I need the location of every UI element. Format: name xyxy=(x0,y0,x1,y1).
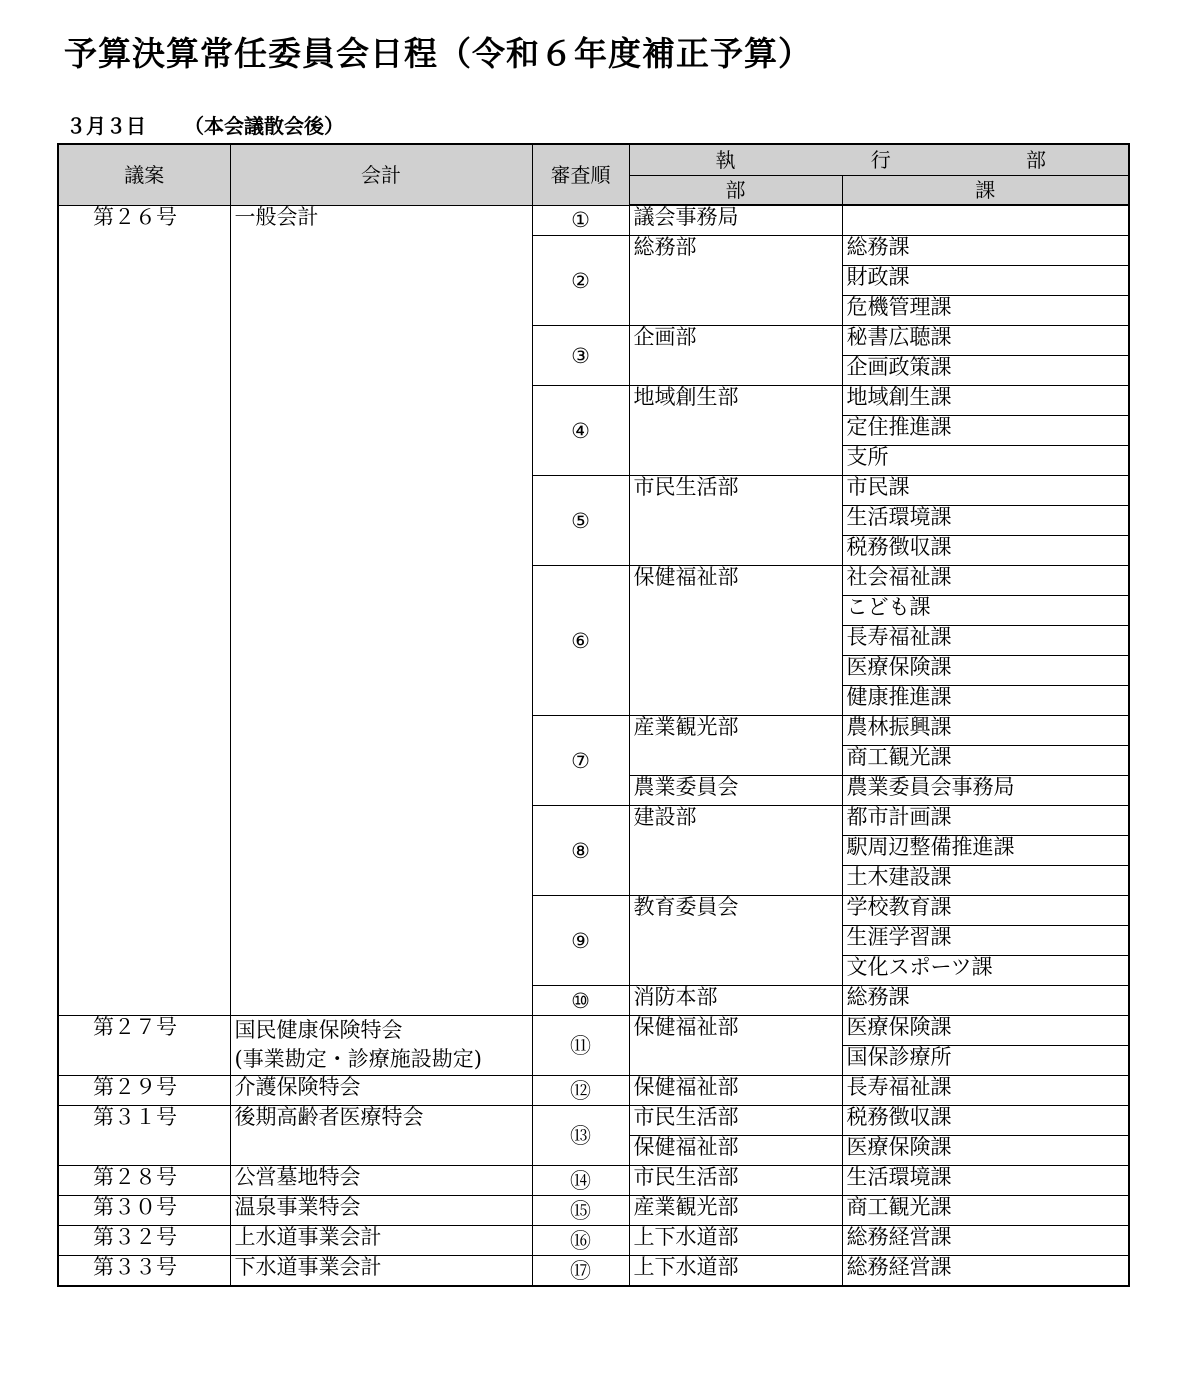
section-name: 生活環境課 xyxy=(842,1166,1129,1196)
dept-name: 保健福祉部 xyxy=(629,1136,842,1166)
dept-name: 農業委員会 xyxy=(629,776,842,806)
meeting-date: ３月３日 xyxy=(66,114,146,138)
header-dept: 部 xyxy=(629,176,842,206)
account-name-line2: (事業勘定・診療施設勘定) xyxy=(234,1047,482,1071)
account-name: 上水道事業会計 xyxy=(230,1226,532,1256)
table-row xyxy=(58,205,1129,236)
header-account: 会計 xyxy=(230,144,532,205)
dept-name: 産業観光部 xyxy=(629,716,842,776)
account-name-line1: 国民健康保険特会 xyxy=(234,1018,403,1042)
section-name: こども課 xyxy=(842,596,1129,626)
section-name: 地域創生課 xyxy=(842,386,1129,416)
section-name: 医療保険課 xyxy=(842,1016,1129,1046)
dept-name: 上下水道部 xyxy=(629,1256,842,1287)
review-order: ⑭ xyxy=(532,1166,629,1196)
header-bill: 議案 xyxy=(58,144,230,205)
bill-number: 第３３号 xyxy=(58,1256,230,1287)
dept-name: 市民生活部 xyxy=(629,476,842,566)
section-name: 秘書広聴課 xyxy=(842,326,1129,356)
review-order: ③ xyxy=(532,326,629,386)
review-order: ② xyxy=(532,236,629,326)
section-name xyxy=(842,205,1129,236)
header-section: 課 xyxy=(842,176,1129,206)
section-name: 土木建設課 xyxy=(842,866,1129,896)
account-name: 温泉事業特会 xyxy=(230,1196,532,1226)
table-row xyxy=(58,1256,1129,1287)
section-name: 税務徴収課 xyxy=(842,536,1129,566)
section-name: 学校教育課 xyxy=(842,896,1129,926)
section-name: 企画政策課 xyxy=(842,356,1129,386)
section-name: 長寿福祉課 xyxy=(842,1076,1129,1106)
section-name: 生活環境課 xyxy=(842,506,1129,536)
review-order: ⑧ xyxy=(532,806,629,896)
review-order: ⑬ xyxy=(532,1106,629,1166)
account-name xyxy=(230,1016,532,1076)
account-name: 下水道事業会計 xyxy=(230,1256,532,1287)
bill-number: 第３２号 xyxy=(58,1226,230,1256)
dept-name: 市民生活部 xyxy=(629,1106,842,1136)
review-order: ④ xyxy=(532,386,629,476)
bill-number: 第３０号 xyxy=(58,1196,230,1226)
bill-number: 第３１号 xyxy=(58,1106,230,1166)
section-name: 商工観光課 xyxy=(842,746,1129,776)
section-name: 国保診療所 xyxy=(842,1046,1129,1076)
account-name: 後期高齢者医療特会 xyxy=(230,1106,532,1166)
account-name: 一般会計 xyxy=(230,205,532,1016)
section-name: 定住推進課 xyxy=(842,416,1129,446)
header-exec-char: 行 xyxy=(870,148,891,172)
bill-number: 第２９号 xyxy=(58,1076,230,1106)
review-order: ⑤ xyxy=(532,476,629,566)
dept-name: 上下水道部 xyxy=(629,1226,842,1256)
section-name: 税務徴収課 xyxy=(842,1106,1129,1136)
account-name: 介護保険特会 xyxy=(230,1076,532,1106)
table-row xyxy=(58,1076,1129,1106)
section-name: 総務経営課 xyxy=(842,1226,1129,1256)
schedule-table xyxy=(57,143,1130,1287)
section-name: 医療保険課 xyxy=(842,656,1129,686)
review-order: ① xyxy=(532,205,629,236)
section-name: 駅周辺整備推進課 xyxy=(842,836,1129,866)
dept-name: 地域創生部 xyxy=(629,386,842,476)
dept-name: 教育委員会 xyxy=(629,896,842,986)
dept-name: 市民生活部 xyxy=(629,1166,842,1196)
dept-name: 産業観光部 xyxy=(629,1196,842,1226)
dept-name: 保健福祉部 xyxy=(629,1016,842,1076)
section-name: 長寿福祉課 xyxy=(842,626,1129,656)
review-order: ⑫ xyxy=(532,1076,629,1106)
review-order: ⑰ xyxy=(532,1256,629,1287)
section-name: 市民課 xyxy=(842,476,1129,506)
header-order: 審査順 xyxy=(532,144,629,205)
section-name: 総務課 xyxy=(842,236,1129,266)
section-name: 医療保険課 xyxy=(842,1136,1129,1166)
dept-name: 保健福祉部 xyxy=(629,1076,842,1106)
dept-name: 企画部 xyxy=(629,326,842,386)
table-row xyxy=(58,1226,1129,1256)
bill-number: 第２８号 xyxy=(58,1166,230,1196)
bill-number: 第２６号 xyxy=(58,205,230,1016)
dept-name: 議会事務局 xyxy=(629,205,842,236)
review-order: ⑮ xyxy=(532,1196,629,1226)
page-title: 予算決算常任委員会日程（令和６年度補正予算） xyxy=(64,34,812,73)
dept-name: 建設部 xyxy=(629,806,842,896)
dept-name: 消防本部 xyxy=(629,986,842,1016)
header-exec-char: 部 xyxy=(1026,148,1046,172)
section-name: 都市計画課 xyxy=(842,806,1129,836)
section-name: 危機管理課 xyxy=(842,296,1129,326)
header-exec-char: 執 xyxy=(715,148,736,172)
header-executive xyxy=(629,144,1129,176)
section-name: 総務経営課 xyxy=(842,1256,1129,1287)
section-name: 総務課 xyxy=(842,986,1129,1016)
section-name: 生涯学習課 xyxy=(842,926,1129,956)
review-order: ⑨ xyxy=(532,896,629,986)
section-name: 健康推進課 xyxy=(842,686,1129,716)
account-name: 公営墓地特会 xyxy=(230,1166,532,1196)
section-name: 農業委員会事務局 xyxy=(842,776,1129,806)
review-order: ⑪ xyxy=(532,1016,629,1076)
review-order: ⑯ xyxy=(532,1226,629,1256)
section-name: 支所 xyxy=(842,446,1129,476)
table-row xyxy=(58,1196,1129,1226)
section-name: 商工観光課 xyxy=(842,1196,1129,1226)
schedule-date-line xyxy=(66,110,344,139)
table-row xyxy=(58,1106,1129,1136)
section-name: 農林振興課 xyxy=(842,716,1129,746)
table-row xyxy=(58,1016,1129,1046)
review-order: ⑩ xyxy=(532,986,629,1016)
review-order: ⑥ xyxy=(532,566,629,716)
section-name: 社会福祉課 xyxy=(842,566,1129,596)
dept-name: 総務部 xyxy=(629,236,842,326)
section-name: 文化スポーツ課 xyxy=(842,956,1129,986)
section-name: 財政課 xyxy=(842,266,1129,296)
dept-name: 保健福祉部 xyxy=(629,566,842,716)
table-row xyxy=(58,1166,1129,1196)
review-order: ⑦ xyxy=(532,716,629,806)
session-note: （本会議散会後） xyxy=(184,114,344,138)
bill-number: 第２７号 xyxy=(58,1016,230,1076)
